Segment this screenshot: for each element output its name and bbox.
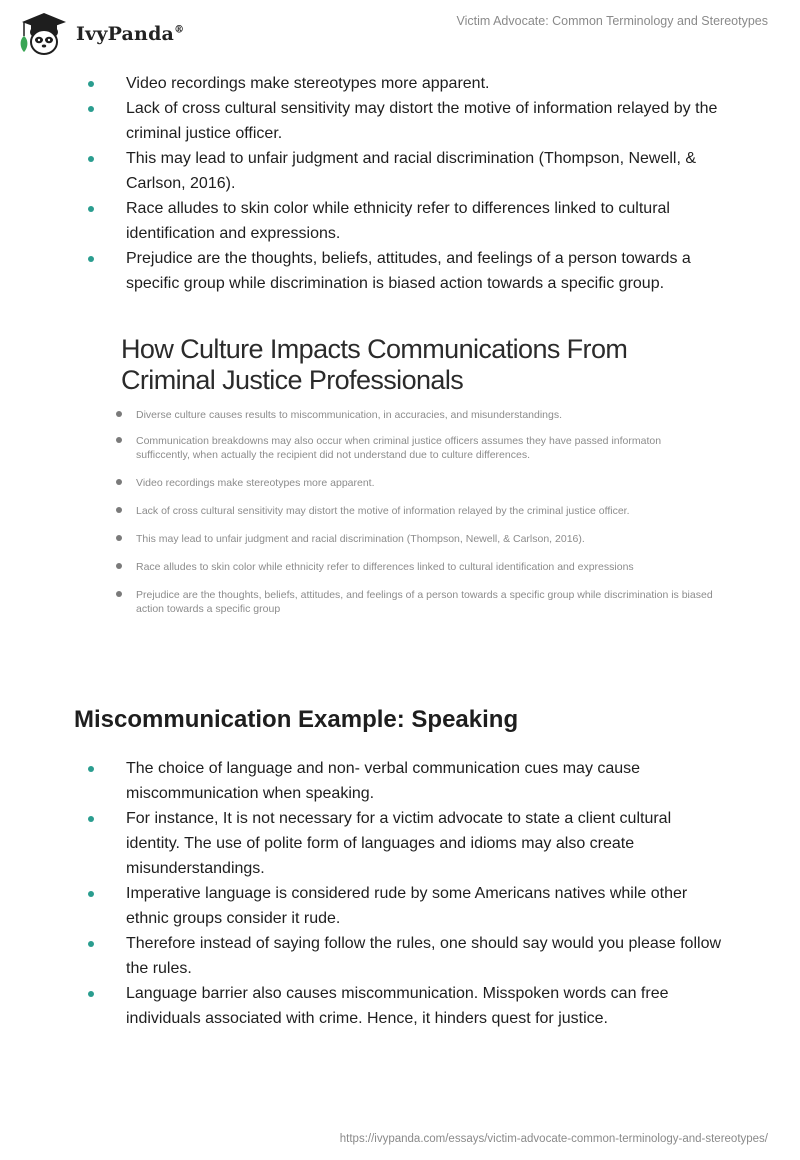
slide-list-item: Video recordings make stereotypes more apparent. [116, 476, 716, 490]
source-url[interactable]: https://ivypanda.com/essays/victim-advocate-common-terminology-and-stereotypes/ [339, 1133, 768, 1145]
list-item: Video recordings make stereotypes more apparent. [88, 71, 728, 96]
bullet-icon [88, 156, 94, 162]
bullet-icon [116, 535, 122, 541]
slide-list-item: Race alludes to skin color while ethnicity refer to differences linked to cultural identification and expressions [116, 560, 716, 574]
bullet-icon [88, 206, 94, 212]
bullet-icon [88, 816, 94, 822]
list-item: This may lead to unfair judgment and racial discrimination (Thompson, Newell, & Carlson, 2016). [88, 146, 728, 196]
slide-bullet-list [116, 408, 716, 630]
bullet-icon [116, 507, 122, 513]
bullet-icon [88, 256, 94, 262]
list-item: Language barrier also causes miscommunication. Misspoken words can free individuals associated with crime. Hence, it hinders quest for justice. [88, 981, 728, 1031]
slide-list-item: Prejudice are the thoughts, beliefs, attitudes, and feelings of a person towards a specific group while discrimination is biased action towards a specific group [116, 588, 716, 616]
bullet-icon [88, 941, 94, 947]
bullet-icon [88, 891, 94, 897]
list-item: The choice of language and non- verbal communication cues may cause miscommunication when speaking. [88, 756, 728, 806]
slide-list-item: Communication breakdowns may also occur when criminal justice officers assumes they have passed informaton sufficcently, when actually the recipient did not understand due to culture differences. [116, 434, 716, 462]
panda-graduate-icon [14, 10, 74, 58]
section-heading: Miscommunication Example: Speaking [74, 706, 519, 733]
ivypanda-logo[interactable] [14, 10, 184, 58]
list-item: Lack of cross cultural sensitivity may distort the motive of information relayed by the criminal justice officer. [88, 96, 728, 146]
bullet-icon [116, 563, 122, 569]
list-item: Imperative language is considered rude by some Americans natives while other ethnic groups consider it rude. [88, 881, 728, 931]
list-item: Therefore instead of saying follow the rules, one should say would you please follow the rules. [88, 931, 728, 981]
bullet-icon [116, 591, 122, 597]
page-header [0, 0, 800, 70]
slide-list-item: Diverse culture causes results to miscommunication, in accuracies, and misunderstandings. [116, 408, 716, 422]
bottom-bullet-list [88, 756, 728, 1031]
top-bullet-list [88, 71, 728, 296]
list-item: Prejudice are the thoughts, beliefs, attitudes, and feelings of a person towards a specific group while discrimination is biased action towards a specific group. [88, 246, 728, 296]
bullet-icon [116, 411, 122, 417]
slide-list-item: Lack of cross cultural sensitivity may distort the motive of information relayed by the criminal justice officer. [116, 504, 716, 518]
bullet-icon [88, 991, 94, 997]
bullet-icon [88, 81, 94, 87]
bullet-icon [116, 479, 122, 485]
brand-name: IvyPanda® [76, 23, 185, 45]
slide-title: How Culture Impacts Communications From Criminal Justice Professionals [121, 334, 628, 395]
slide-list-item: This may lead to unfair judgment and racial discrimination (Thompson, Newell, & Carlson, 2016). [116, 532, 716, 546]
slide-image [108, 326, 728, 646]
bullet-icon [88, 766, 94, 772]
bullet-icon [88, 106, 94, 112]
bullet-icon [116, 437, 122, 443]
document-title: Victim Advocate: Common Terminology and Stereotypes [456, 14, 768, 28]
list-item: For instance, It is not necessary for a victim advocate to state a client cultural identity. The use of polite form of languages and idioms may also create misunderstandings. [88, 806, 728, 881]
list-item: Race alludes to skin color while ethnicity refer to differences linked to cultural identification and expressions. [88, 196, 728, 246]
